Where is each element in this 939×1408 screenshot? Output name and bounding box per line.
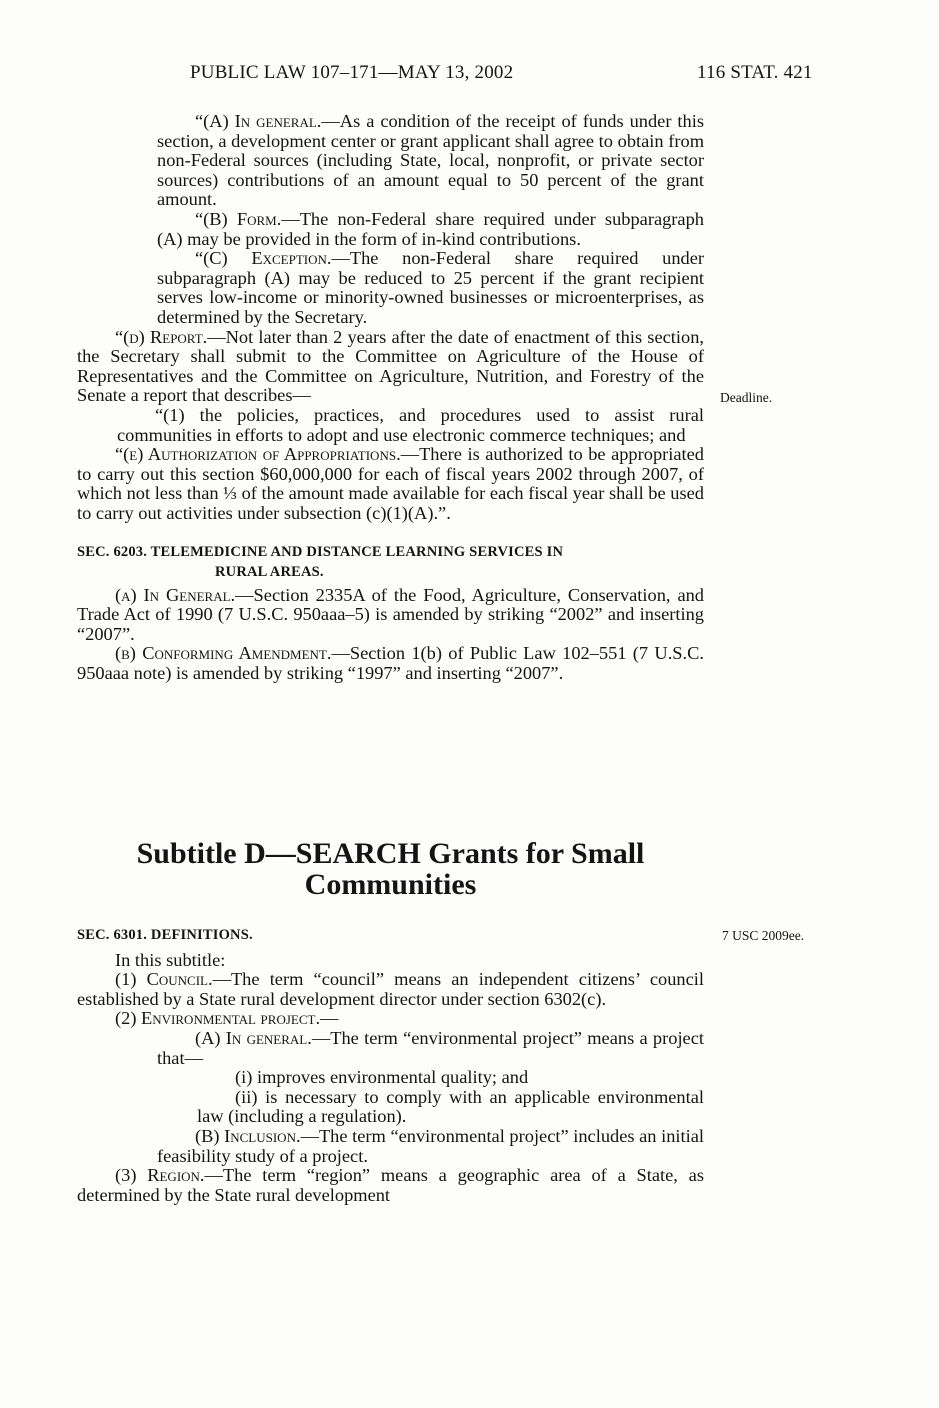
- paragraph-e-authorization: [77, 445, 704, 523]
- paragraph-text: —The term “council” means an independent citizens’ council established by a State rural development director under section 6302(c).: [77, 969, 704, 1009]
- subtitle-line-2: Communities: [304, 868, 477, 901]
- paragraph-text: —The non-Federal share required under subparagraph (A) may be reduced to 25 percent if the grant recipient serves low-income or minority-owned businesses or microenterprises, as determined by the Secretary.: [157, 248, 705, 327]
- paragraph-text: —The term “region” means a geographic area of a State, as determined by the State rural development: [77, 1165, 704, 1205]
- running-header-page-number: 116 STAT. 421: [697, 62, 813, 83]
- definition-council: [77, 970, 704, 1009]
- definition-env-b: [157, 1127, 704, 1166]
- subtitle-line-1: Subtitle D—SEARCH Grants for Small: [136, 837, 645, 870]
- paragraph-heading: (3) Region.: [115, 1165, 205, 1186]
- paragraph-heading: (a) In General.: [115, 584, 236, 605]
- paragraph-heading: “(B) Form.: [195, 208, 282, 229]
- paragraph-b-form: [157, 210, 704, 249]
- paragraph-heading: (1) Council.: [115, 969, 213, 990]
- paragraph-a-in-general: [157, 112, 704, 210]
- section-heading-line: SEC. 6203. TELEMEDICINE AND DISTANCE LEARNING SERVICES IN: [77, 544, 564, 561]
- paragraph-heading: (A) In general.: [195, 1027, 312, 1048]
- section-6301-heading: SEC. 6301. DEFINITIONS.: [77, 927, 253, 943]
- section-6301-intro: In this subtitle:: [115, 949, 226, 970]
- paragraph-text: —There is authorized to be appropriated to carry out this section $60,000,000 for each of fiscal years 2002 through 2007, of which not less than ⅓ of the amount made available for each fiscal year shall be used to carry out activities under subsection (c)(1)(A).”.: [77, 444, 705, 523]
- paragraph-heading: (2) Environmental project.: [115, 1008, 321, 1029]
- definition-region: [77, 1166, 704, 1205]
- paragraph-c-exception: [157, 249, 704, 327]
- paragraph-text: —The term “environmental project” means a project that—: [157, 1027, 704, 1068]
- paragraph-heading: (B) Inclusion.: [195, 1125, 301, 1146]
- paragraph-text: —Section 2335A of the Food, Agriculture, Conservation, and Trade Act of 1990 (7 U.S.C. 950aaa–5) is amended by striking “2002” and inserting “2007”.: [77, 584, 704, 644]
- paragraph-text: —Not later than 2 years after the date of enactment of this section, the Secretary shall submit to the Committee on Agriculture of the House of Representatives and the Committee on Agriculture, Nutrition, and Forestry of the Senate a report that describes—: [77, 326, 704, 406]
- running-header-left: PUBLIC LAW 107–171—MAY 13, 2002: [190, 62, 514, 83]
- section-6203-heading-cont: RURAL AREAS.: [215, 564, 324, 581]
- paragraph-text: —Section 1(b) of Public Law 102–551 (7 U.S.C. 950aaa note) is amended by striking “1997” and inserting “2007”.: [77, 643, 704, 684]
- paragraph-heading: “(C) Exception.: [195, 248, 332, 269]
- section-6301: [77, 926, 704, 1205]
- paragraph-text: —The term “environmental project” includes an initial feasibility study of a project.: [157, 1125, 704, 1166]
- paragraph-heading: “(e) Authorization of Appropriations.: [115, 444, 401, 465]
- definition-env-a-ii: (ii) is necessary to comply with an applicable environmental law (including a regulation).: [197, 1086, 704, 1127]
- definition-env-a-i: (i) improves environmental quality; and: [235, 1067, 529, 1088]
- paragraph-text: —: [320, 1008, 339, 1029]
- subtitle-d-heading: [77, 838, 704, 900]
- paragraph-text: —The non-Federal share required under subparagraph (A) may be provided in the form of in-kind contributions.: [157, 208, 704, 249]
- definition-env-a: [157, 1029, 704, 1068]
- margin-note-deadline: Deadline.: [720, 390, 773, 405]
- section-6203-a: [77, 586, 704, 645]
- paragraph-text: —As a condition of the receipt of funds under this section, a development center or grant applicant shall agree to obtain from non-Federal sources (including State, local, nonprofit, or private sector sources) contributions of an amount equal to 50 percent of the grant amount.: [157, 111, 704, 210]
- section-6203-b: [77, 644, 704, 683]
- paragraph-d-report: [77, 328, 704, 406]
- paragraph-heading: “(A) In general.: [195, 111, 322, 131]
- paragraph-heading: (b) Conforming Amendment.: [115, 643, 332, 664]
- section-6202-continuation: [77, 112, 704, 684]
- paragraph-heading: “(d) Report.: [115, 326, 208, 347]
- margin-note-usc: 7 USC 2009ee.: [722, 928, 805, 943]
- section-6203-heading: [77, 543, 704, 563]
- paragraph-d-item-1: “(1) the policies, practices, and procedures used to assist rural communities in efforts to adopt and use electronic commerce techniques; and: [117, 404, 704, 445]
- definition-environmental-project: [77, 1009, 704, 1029]
